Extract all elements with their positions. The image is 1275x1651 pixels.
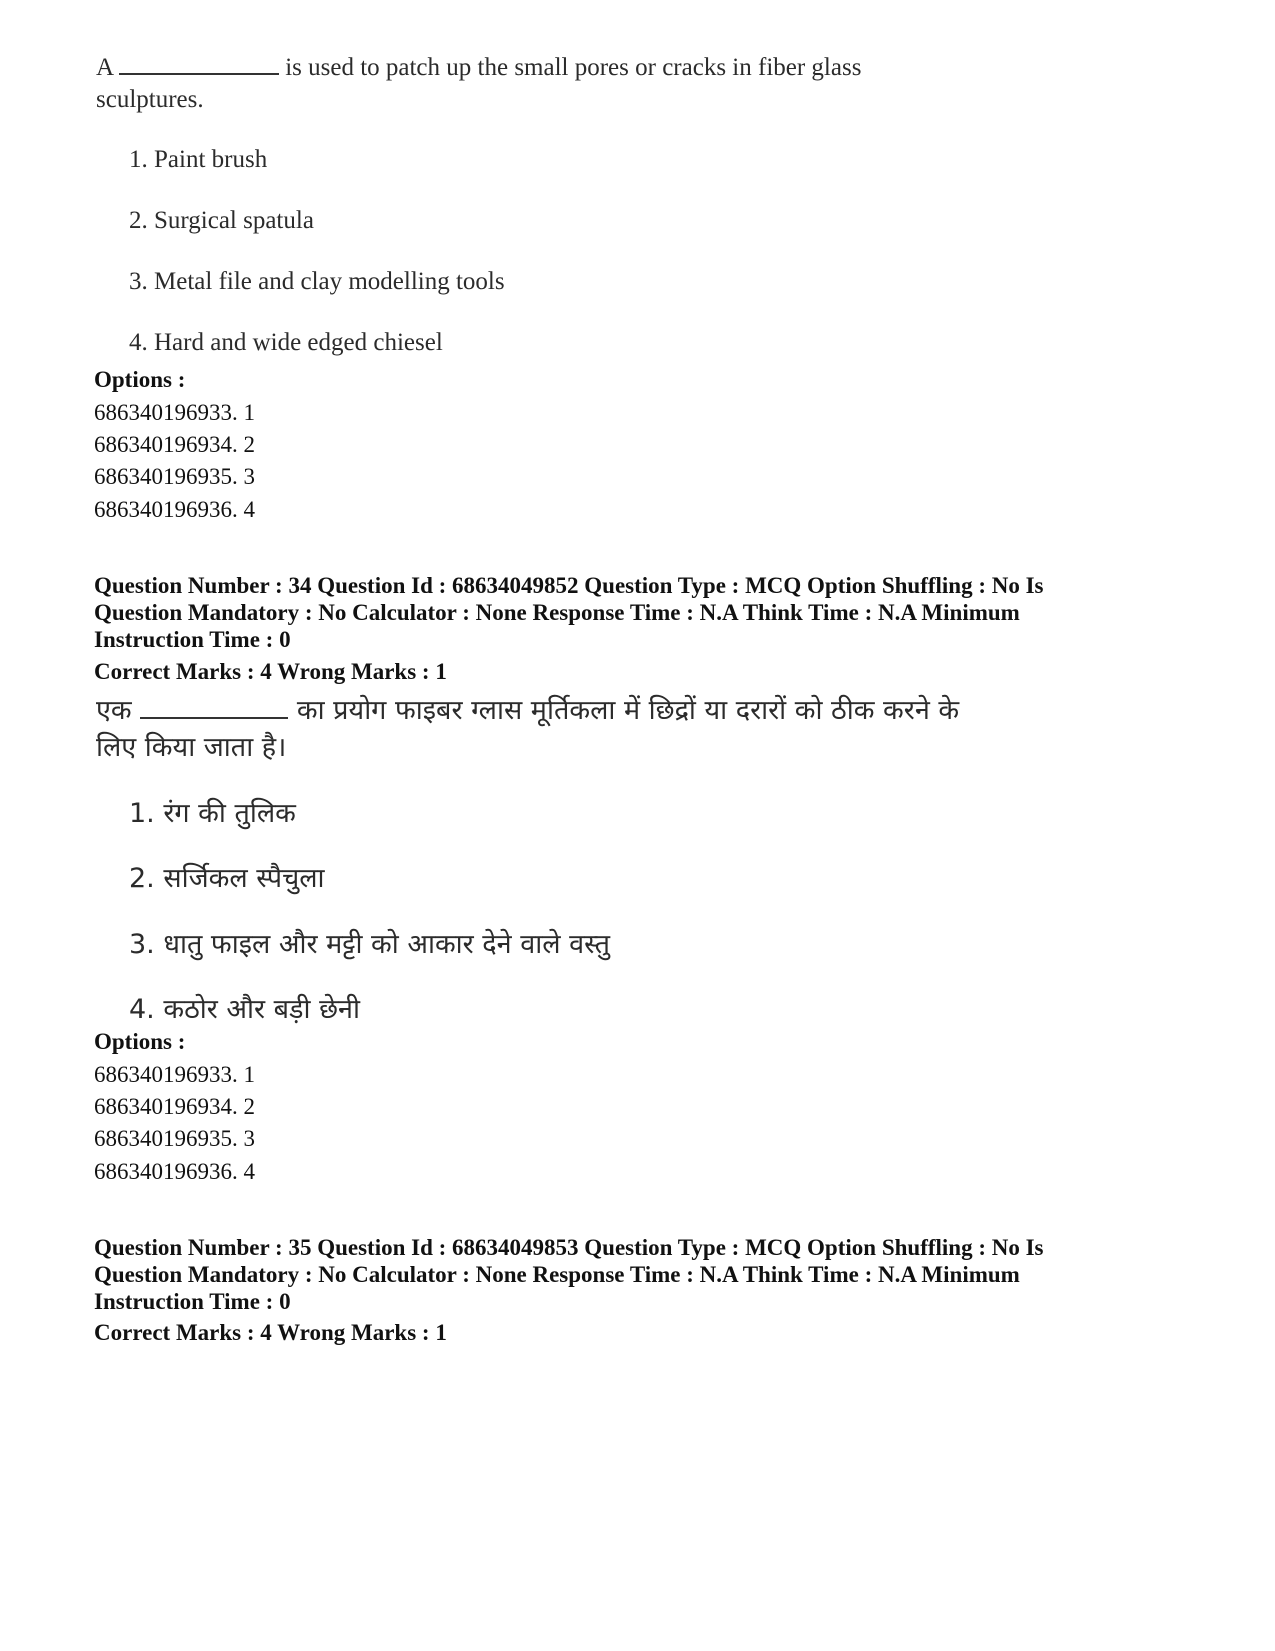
- question-34-choice-1: 1. रंग की तुलिक: [129, 798, 296, 829]
- question-33-prefix: A: [96, 54, 113, 81]
- question-35-metadata: [94, 1234, 1194, 1315]
- question-34-prefix: एक: [96, 695, 132, 726]
- options-heading: Options :: [94, 367, 186, 392]
- metadata-line: Instruction Time : 0: [94, 627, 291, 652]
- question-34-metadata: [94, 572, 1194, 653]
- question-34-choice-2: 2. सर्जिकल स्पैचुला: [129, 863, 325, 894]
- question-33-text-line1: [96, 54, 861, 82]
- question-33-choice-2: 2. Surgical spatula: [129, 207, 314, 234]
- question-34-text-line2: लिए किया जाता है।: [96, 732, 287, 763]
- option-id-2: 686340196934. 2: [94, 1094, 255, 1119]
- metadata-line: Question Mandatory : No Calculator : None Response Time : N.A Think Time : N.A Minimum: [94, 1262, 1020, 1287]
- option-id-3: 686340196935. 3: [94, 1126, 255, 1151]
- question-33-text-line2: sculptures.: [96, 86, 204, 113]
- answer-blank: [119, 72, 279, 75]
- metadata-line: Instruction Time : 0: [94, 1289, 291, 1314]
- question-34-marks: Correct Marks : 4 Wrong Marks : 1: [94, 659, 447, 684]
- options-heading: Options :: [94, 1029, 186, 1054]
- question-33-choice-1: 1. Paint brush: [129, 146, 268, 173]
- option-id-4: 686340196936. 4: [94, 497, 255, 522]
- metadata-line: Question Mandatory : No Calculator : None Response Time : N.A Think Time : N.A Minimum: [94, 600, 1020, 625]
- metadata-line: Question Number : 34 Question Id : 68634049852 Question Type : MCQ Option Shuffling : No Is: [94, 573, 1044, 598]
- question-33-suffix: is used to patch up the small pores or cracks in fiber glass: [285, 54, 862, 81]
- question-34-choice-4: 4. कठोर और बड़ी छेनी: [129, 994, 360, 1025]
- metadata-line: Question Number : 35 Question Id : 68634049853 Question Type : MCQ Option Shuffling : No Is: [94, 1235, 1044, 1260]
- question-33-choice-3: 3. Metal file and clay modelling tools: [129, 268, 505, 295]
- question-34-text-line1: [96, 690, 959, 727]
- option-id-3: 686340196935. 3: [94, 464, 255, 489]
- question-33-choice-4: 4. Hard and wide edged chiesel: [129, 329, 443, 356]
- option-id-4: 686340196936. 4: [94, 1159, 255, 1184]
- option-id-2: 686340196934. 2: [94, 432, 255, 457]
- option-id-1: 686340196933. 1: [94, 400, 255, 425]
- question-35-marks: Correct Marks : 4 Wrong Marks : 1: [94, 1320, 447, 1345]
- option-id-1: 686340196933. 1: [94, 1062, 255, 1087]
- answer-blank: [140, 716, 288, 719]
- question-34-suffix: का प्रयोग फाइबर ग्लास मूर्तिकला में छिद्रों या दरारों को ठीक करने के: [296, 695, 960, 726]
- question-34-choice-3: 3. धातु फाइल और मट्टी को आकार देने वाले वस्तु: [129, 929, 611, 960]
